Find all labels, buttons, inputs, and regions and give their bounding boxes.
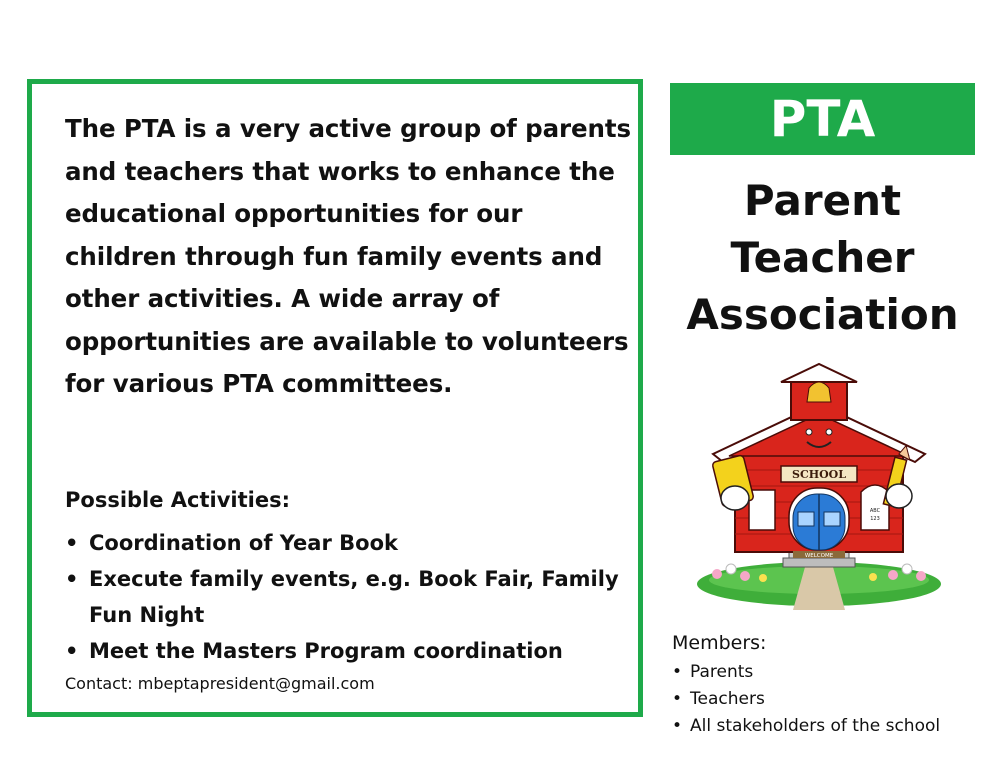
activities-panel	[27, 79, 643, 717]
list-item	[672, 713, 940, 740]
window-letters: ABC	[869, 508, 881, 514]
member-text: Parents	[690, 662, 754, 682]
list-item	[672, 659, 940, 686]
members-list	[672, 659, 940, 740]
school-sign-text: SCHOOL	[792, 468, 846, 481]
welcome-mat-text: WELCOME	[804, 553, 834, 559]
list-item	[65, 561, 635, 633]
activity-text: Execute family events, e.g. Book Fair, Family Fun Night	[89, 567, 619, 627]
organization-name	[670, 172, 975, 343]
name-line: Parent	[743, 176, 902, 225]
contact-email: Contact: mbeptapresident@gmail.com	[65, 674, 375, 693]
tower-roof	[781, 364, 857, 382]
pta-banner: PTA	[670, 83, 975, 155]
glove-hand	[721, 486, 749, 510]
window-numbers: 123	[870, 516, 880, 522]
glove-hand	[886, 484, 912, 508]
list-item	[65, 633, 635, 669]
activity-text: Coordination of Year Book	[89, 531, 398, 555]
name-line: Association	[686, 290, 959, 339]
activities-heading: Possible Activities:	[65, 488, 291, 512]
bullet-icon: •	[65, 567, 79, 591]
schoolhouse-illustration	[693, 362, 945, 610]
member-text: Teachers	[690, 689, 765, 709]
bullet-icon: •	[672, 689, 683, 709]
bullet-icon: •	[65, 531, 79, 555]
name-line: Teacher	[730, 233, 915, 282]
bullet-icon: •	[65, 639, 79, 663]
bullet-icon: •	[672, 716, 683, 736]
activity-text: Meet the Masters Program coordination	[89, 639, 563, 663]
member-text: All stakeholders of the school	[690, 716, 941, 736]
list-item	[65, 525, 635, 561]
list-item	[672, 686, 940, 713]
bullet-icon: •	[672, 662, 683, 682]
activities-list	[65, 525, 635, 669]
pta-description: The PTA is a very active group of parents and teachers that works to enhance the educational opportunities for our children through fun family events and other activities. A wide array of opportunities are available to volunteers for various PTA committees.	[65, 114, 631, 398]
step	[783, 558, 855, 567]
members-heading: Members:	[672, 632, 767, 654]
